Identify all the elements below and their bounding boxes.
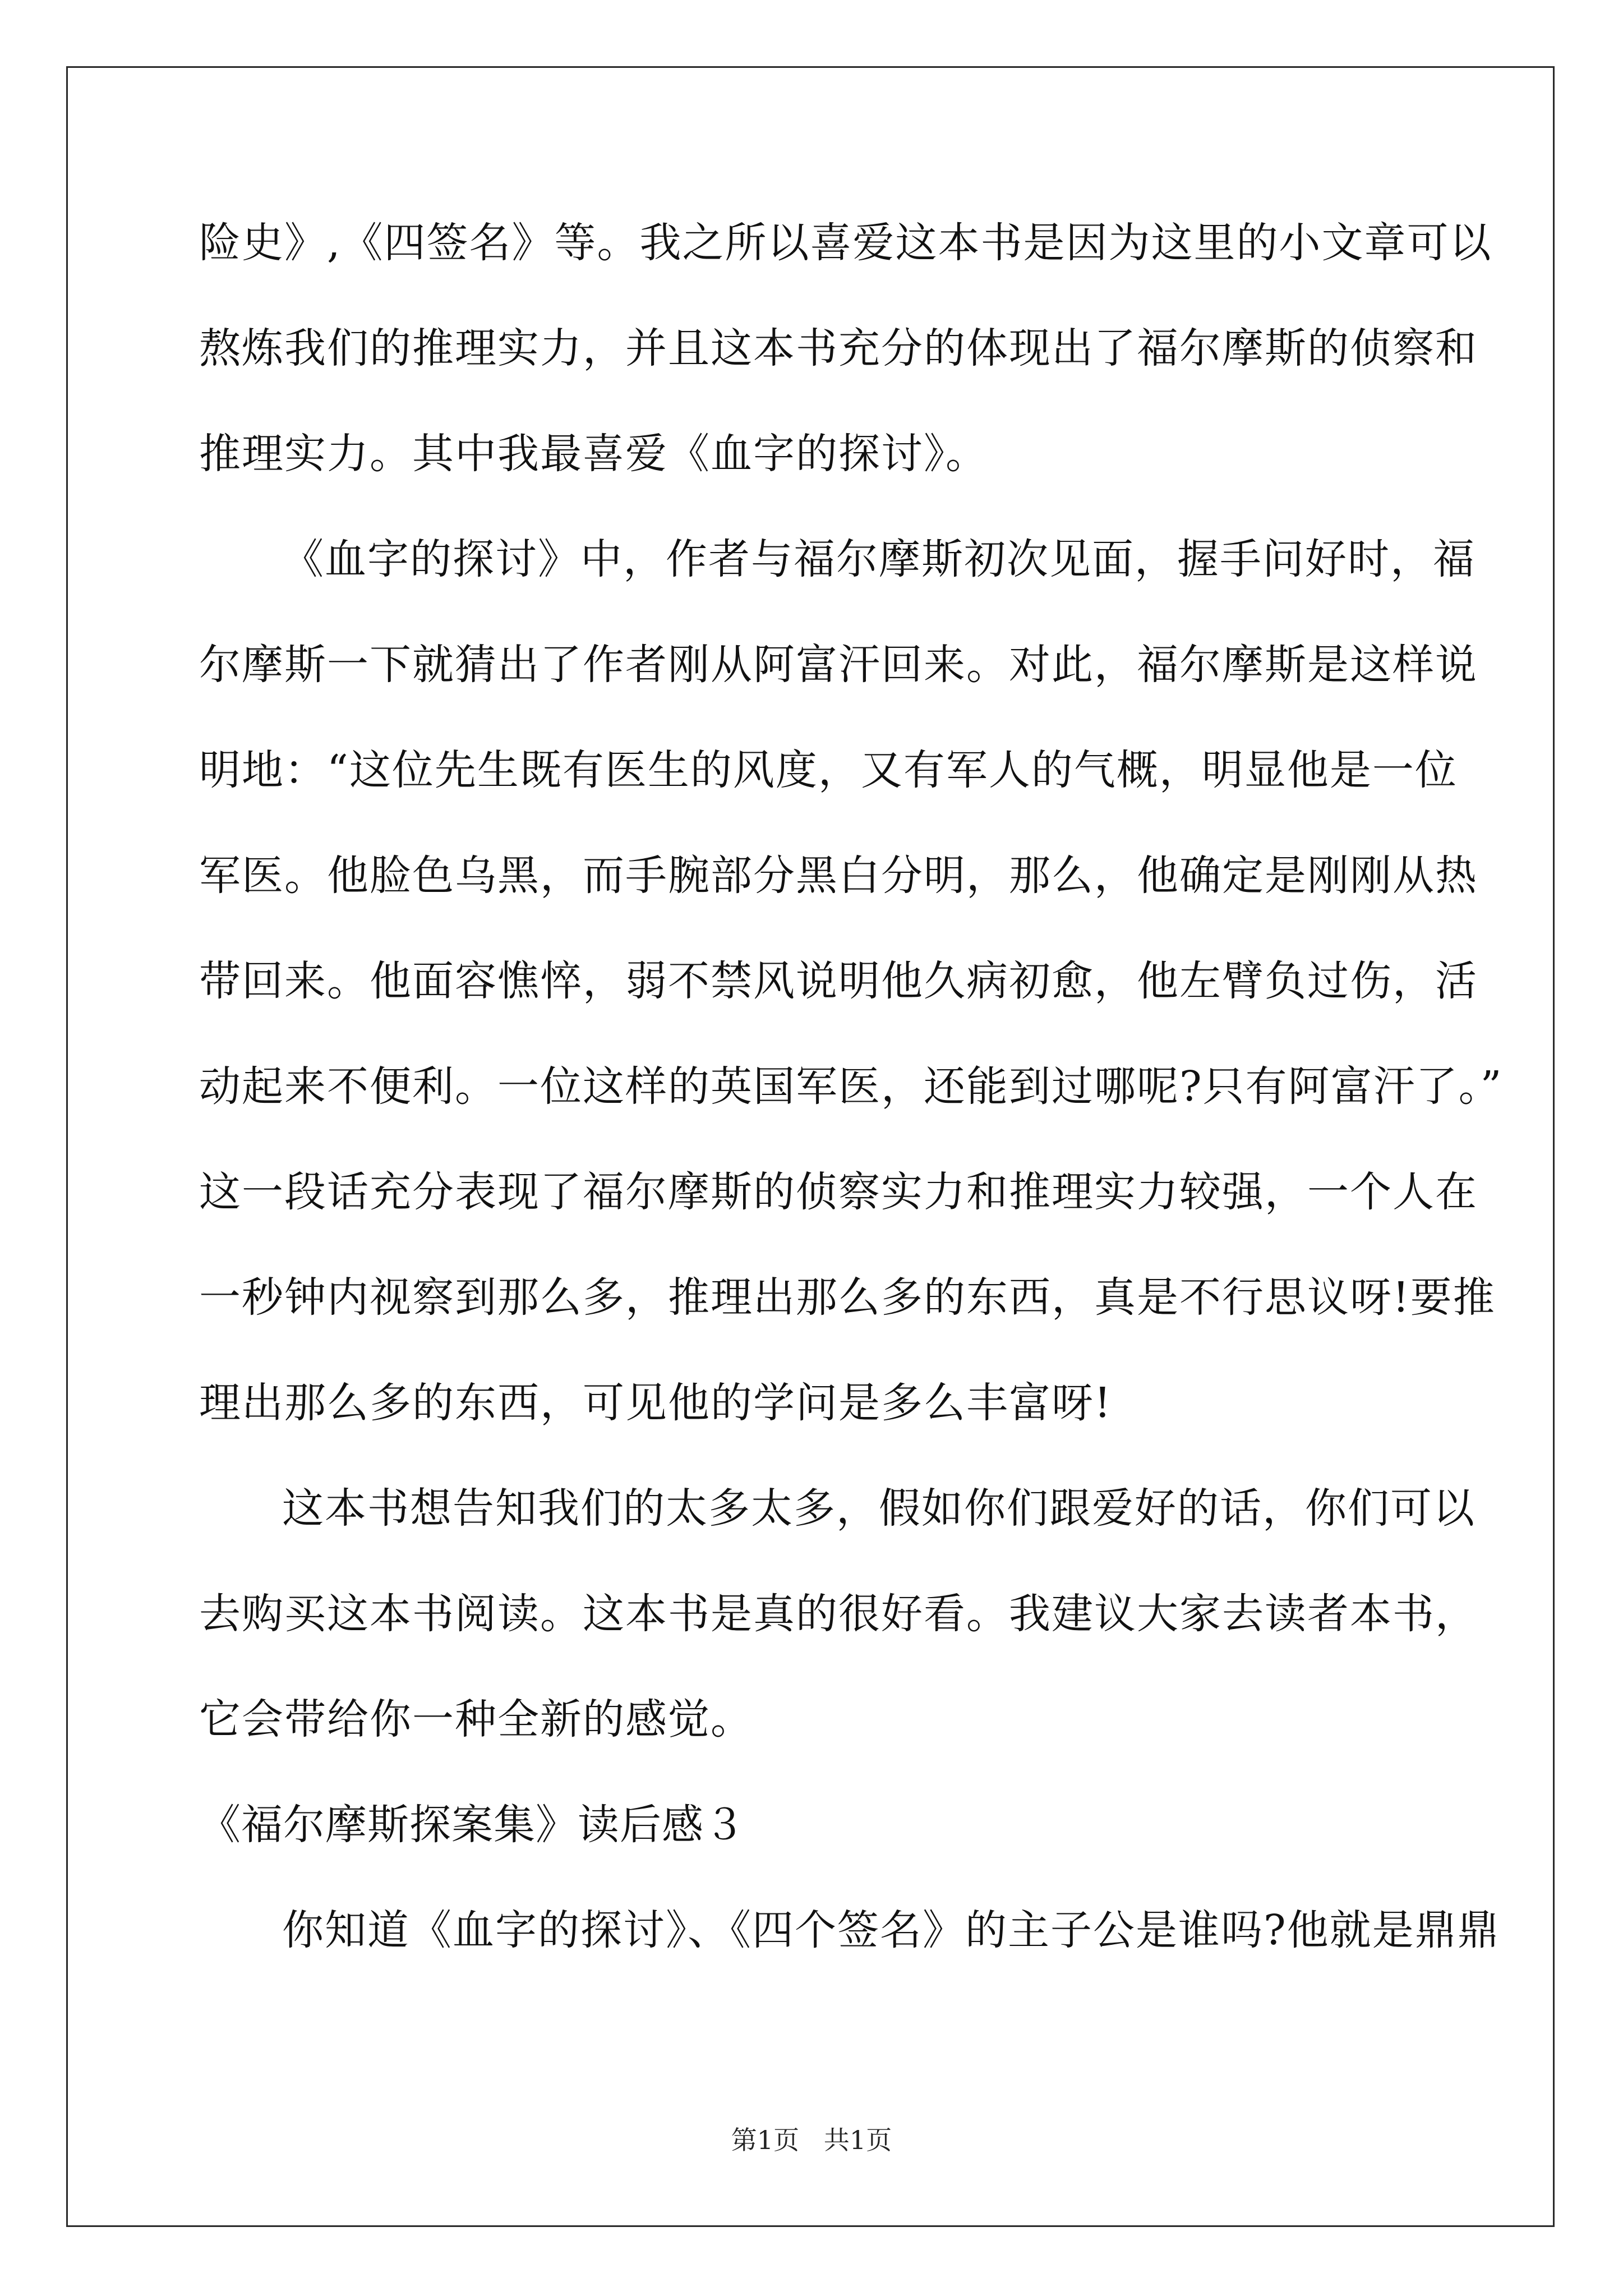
text-line: 理出那么多的东西，可见他的学问是多么丰富呀!	[199, 1379, 1112, 1427]
text-line: 一秒钟内视察到那么多，推理出那么多的东西，真是不行思议呀!要推	[199, 1273, 1496, 1322]
text-line: 熬炼我们的推理实力，并且这本书充分的体现出了福尔摩斯的侦察和	[199, 324, 1478, 372]
text-line: 去购买这本书阅读。这本书是真的很好看。我建议大家去读者本书，	[199, 1590, 1478, 1638]
text-line: 这本书想告知我们的太多太多，假如你们跟爱好的话，你们可以	[282, 1484, 1476, 1533]
text-line: 它会带给你一种全新的感觉。	[199, 1695, 753, 1743]
text-line: 推理实力。其中我最喜爱《血字的探讨》。	[199, 430, 988, 478]
document-body	[199, 218, 1503, 2010]
section-heading: 《福尔摩斯探案集》读后感３	[199, 1801, 746, 1849]
text-line: 带回来。他面容憔悴，弱不禁风说明他久病初愈，他左臂负过伤，活	[199, 957, 1478, 1005]
text-line: 明地：“这位先生既有医生的风度，又有军人的气概，明显他是一位	[199, 746, 1458, 794]
text-line: 《血字的探讨》中，作者与福尔摩斯初次见面，握手问好时，福	[282, 535, 1476, 583]
text-line: 动起来不便利。一位这样的英国军医，还能到过哪呢?只有阿富汗了。”	[199, 1062, 1503, 1111]
text-line: 你知道《血字的探讨》、《四个签名》的主子公是谁吗?他就是鼎鼎	[282, 1906, 1500, 1954]
text-line: 尔摩斯一下就猜出了作者刚从阿富汗回来。对此，福尔摩斯是这样说	[199, 641, 1478, 689]
text-line: 险史》,《四签名》等。我之所以喜爱这本书是因为这里的小文章可以	[199, 219, 1492, 267]
text-line: 这一段话充分表现了福尔摩斯的侦察实力和推理实力较强，一个人在	[199, 1168, 1478, 1216]
text-line: 军医。他脸色乌黑，而手腕部分黑白分明，那么，他确定是刚刚从热	[199, 852, 1478, 900]
page-footer: 第1页 共1页	[731, 2125, 892, 2155]
